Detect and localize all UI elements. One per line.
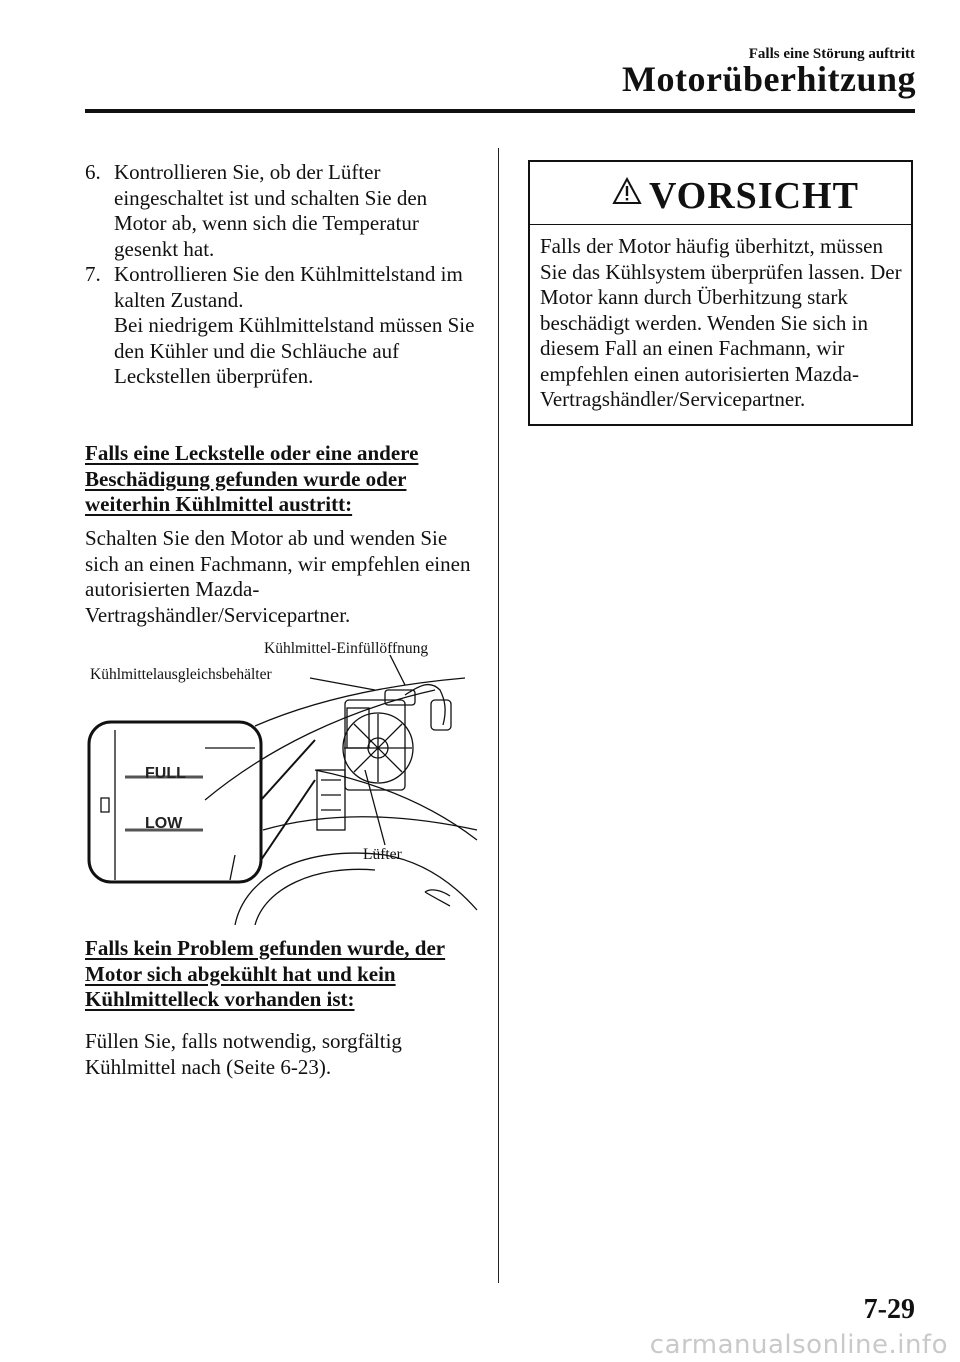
- step-number: 6.: [85, 160, 101, 184]
- page-number: 7-29: [863, 1294, 915, 1325]
- step-text: Kontrollieren Sie, ob der Lüfter eingeschaltet ist und schalten Sie den Motor ab, wenn sich die Temperatur gesenkt hat.: [114, 160, 428, 261]
- section-heading-leak: Falls eine Leckstelle oder eine andere Beschädigung gefunden wurde oder weiterhin Kühlmittel austritt:: [85, 441, 419, 516]
- full-mark: FULL: [145, 765, 186, 782]
- label-filler-neck: Kühlmittel-Einfüllöffnung: [264, 640, 429, 657]
- low-mark: LOW: [145, 815, 183, 832]
- caution-title: VORSICHT: [649, 175, 859, 217]
- caution-header: [530, 162, 911, 225]
- section-heading-no-problem: Falls kein Problem gefunden wurde, der Motor sich abgekühlt hat und kein Kühlmittelleck vorhanden ist:: [85, 936, 446, 1011]
- section-body-no-problem: Füllen Sie, falls notwendig, sorgfältig Kühlmittel nach (Seite 6-23).: [85, 1029, 402, 1079]
- step-number: 7.: [85, 262, 101, 286]
- step-text: Kontrollieren Sie den Kühlmittelstand im kalten Zustand.: [114, 262, 463, 312]
- warning-triangle-icon: [612, 177, 642, 205]
- label-reservoir: Kühlmittelausgleichsbehälter: [90, 666, 272, 683]
- section-header: Falls eine Störung auftritt: [748, 46, 915, 62]
- page-title: Motorüberhitzung: [622, 59, 916, 99]
- label-fan: Lüfter: [363, 846, 402, 863]
- section-body-leak: Schalten Sie den Motor ab und wenden Sie sich an einen Fachmann, wir empfehlen einen autorisierten Mazda-Vertragshändler/Servicepartner.: [85, 526, 471, 627]
- step-7-note: Bei niedrigem Kühlmittelstand müssen Sie den Kühler und die Schläuche auf Leckstellen überprüfen.: [114, 313, 475, 388]
- caution-box: [528, 160, 913, 426]
- header-rule: [85, 109, 915, 113]
- watermark: carmanualsonline.info: [649, 1330, 948, 1360]
- caution-text: Falls der Motor häufig überhitzt, müssen Sie das Kühlsystem überprüfen lassen. Der Motor kann durch Überhitzung stark beschädigt werden. Wenden Sie sich in diesem Fall an einen Fachmann, wir empfehlen einen autorisierten Mazda-Vertragshändler/Servicepartner.: [540, 234, 902, 411]
- engine-bay-illustration: [85, 630, 480, 925]
- column-divider: [498, 148, 499, 1283]
